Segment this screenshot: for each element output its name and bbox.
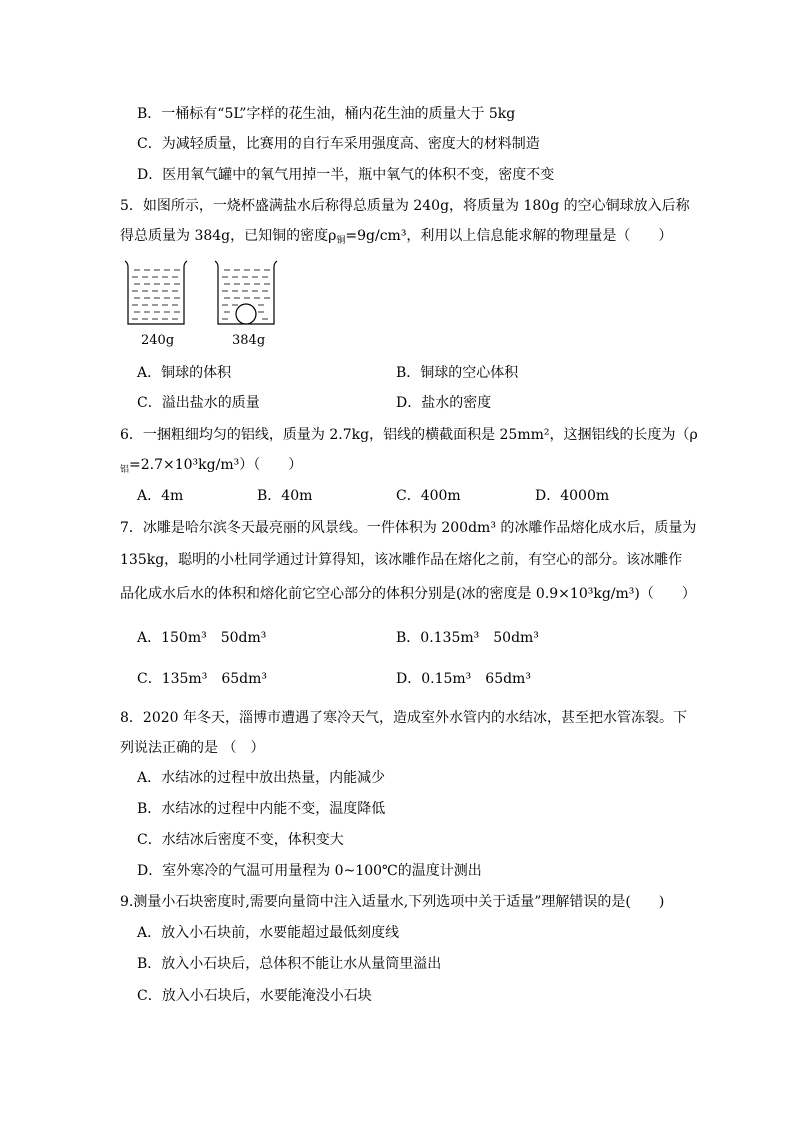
- q5-stem-line1: 5．如图所示，一烧杯盛满盐水后称得总质量为 240g，将质量为 180g 的空心铜球放入后称: [120, 198, 690, 214]
- q6-option-a: A．4m: [137, 488, 184, 504]
- q4-option-b: B．一桶标有“5L”字样的花生油，桶内花生油的质量大于 5kg: [137, 106, 516, 122]
- beaker-with-ball-figure: [212, 258, 280, 328]
- q8-option-b: B．水结冰的过程中内能不变，温度降低: [137, 801, 386, 817]
- q5-option-c: C．溢出盐水的质量: [137, 395, 260, 411]
- q6-stem-line1: 6．一捆粗细均匀的铝线，质量为 2.7kg，铝线的横截面积是 25mm²，这捆铝线的长度为（ρ: [120, 427, 698, 443]
- q4-option-d: D．医用氧气罐中的氧气用掉一半，瓶中氧气的体积不变，密度不变: [137, 167, 555, 183]
- q7-option-b: B．0.135m³ 50dm³: [396, 630, 539, 646]
- q7-option-d: D．0.15m³ 65dm³: [396, 671, 531, 687]
- q6-option-c: C．400m: [396, 488, 461, 504]
- q8-option-c: C．水结冰后密度不变，体积变大: [137, 832, 344, 848]
- copper-ball-icon: [236, 304, 256, 324]
- q8-stem-line2: 列说法正确的是 （ ）: [120, 740, 265, 756]
- q5-stem-post: =9g/cm³，利用以上信息能求解的物理量是（ ）: [345, 228, 673, 244]
- q7-stem-line1: 7．冰雕是哈尔滨冬天最亮丽的风景线。一件体积为 200dm³ 的冰雕作品熔化成水后，质量为: [120, 520, 697, 536]
- q6-option-d: D．4000m: [535, 488, 610, 504]
- q5-rho-subscript: 铜: [336, 236, 346, 246]
- q9-stem-line1: 9.测量小石块密度时,需要向量筒中注入适量水,下列选项中关于适量”理解错误的是( ): [120, 894, 665, 910]
- q6-rho-subscript: 铝: [120, 465, 130, 475]
- q7-stem-line2: 135kg，聪明的小杜同学通过计算得知，该冰雕作品在熔化之前，有空心的部分。该冰雕作: [120, 552, 683, 568]
- q5-option-b: B．铜球的空心体积: [396, 365, 519, 381]
- q8-option-d: D．室外寒冷的气温可用量程为 0~100℃的温度计测出: [137, 863, 482, 879]
- q8-stem-line1: 8．2020 年冬天，淄博市遭遇了寒冷天气，造成室外水管内的水结冰，甚至把水管冻裂。下: [120, 710, 687, 726]
- q6-option-b: B．40m: [257, 488, 313, 504]
- beaker-right-label: 384g: [232, 333, 266, 348]
- q5-option-a: A．铜球的体积: [137, 365, 232, 381]
- q9-option-c: C．放入小石块后，水要能淹没小石块: [137, 988, 372, 1004]
- q6-stem-post: =2.7×10³kg/m³）（ ）: [129, 457, 303, 473]
- q5-stem-line2: [120, 226, 672, 251]
- q6-stem-line2: [120, 455, 302, 480]
- q5-stem-pre: 得总质量为 384g，已知铜的密度ρ: [120, 228, 337, 244]
- q8-option-a: A．水结冰的过程中放出热量，内能减少: [137, 770, 386, 786]
- q7-option-a: A．150m³ 50dm³: [137, 630, 267, 646]
- q9-option-a: A．放入小石块前，水要能超过最低刻度线: [137, 925, 400, 941]
- q5-option-d: D．盐水的密度: [396, 395, 492, 411]
- beaker-left-label: 240g: [141, 333, 175, 348]
- q9-option-b: B．放入小石块后，总体积不能让水从量筒里溢出: [137, 956, 442, 972]
- q7-stem-line3: 品化成水后水的体积和熔化前它空心部分的体积分别是(冰的密度是 0.9×10³kg/m³)（ ）: [120, 586, 696, 602]
- beaker-full-figure: [122, 258, 190, 328]
- q4-option-c: C．为减轻质量，比赛用的自行车采用强度高、密度大的材料制造: [137, 136, 540, 152]
- q7-option-c: C．135m³ 65dm³: [137, 671, 267, 687]
